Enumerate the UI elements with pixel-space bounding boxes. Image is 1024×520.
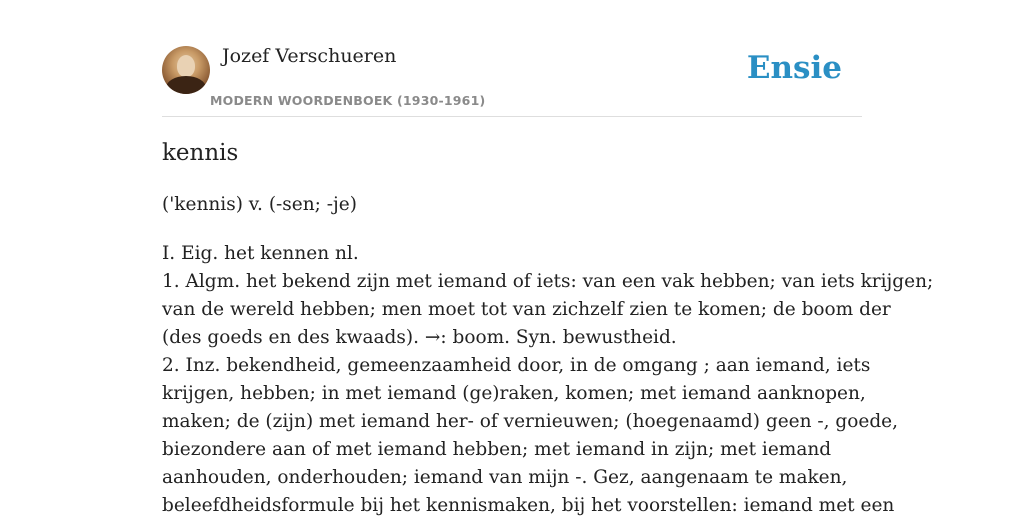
definition-line: beleefdheidsformule bij het kennismaken, bij het voorstellen: iemand met een	[162, 495, 895, 516]
page	[162, 0, 934, 516]
definition-line: 1. Algm. het bekend zijn met iemand of iets: van een vak hebben; van iets krijgen;	[162, 271, 934, 292]
ensie-logo-link[interactable]: Ensie	[746, 50, 842, 86]
source-link[interactable]: MODERN WOORDENBOEK (1930-1961)	[210, 93, 486, 108]
entry-title: kennis	[162, 140, 239, 166]
author-avatar[interactable]	[162, 46, 210, 94]
definition-line: krijgen, hebben; in met iemand (ge)raken, komen; met iemand aanknopen,	[162, 383, 866, 404]
author-link[interactable]: Jozef Verschueren	[222, 45, 397, 67]
definition-line: maken; de (zijn) met iemand her- of vernieuwen; (hoegenaamd) geen -, goede,	[162, 411, 899, 432]
definition-line: van de wereld hebben; men moet tot van zichzelf zien te komen; de boom der	[162, 299, 891, 320]
avatar-coat	[166, 76, 206, 94]
definition-line: I. Eig. het kennen nl.	[162, 243, 359, 264]
entry-definition	[162, 240, 934, 520]
definition-line: (des goeds en des kwaads). →: boom. Syn. bewustheid.	[162, 327, 677, 348]
definition-line: biezondere aan of met iemand hebben; met iemand in zijn; met iemand	[162, 439, 832, 460]
definition-line: aanhouden, onderhouden; iemand van mijn -. Gez, aangenaam te maken,	[162, 467, 848, 488]
page-header	[162, 0, 862, 117]
definition-line: 2. Inz. bekendheid, gemeenzaamheid door, in de omgang ; aan iemand, iets	[162, 355, 871, 376]
avatar-face	[177, 55, 195, 77]
entry-pronunciation: ('kennis) v. (-sen; -je)	[162, 194, 357, 215]
